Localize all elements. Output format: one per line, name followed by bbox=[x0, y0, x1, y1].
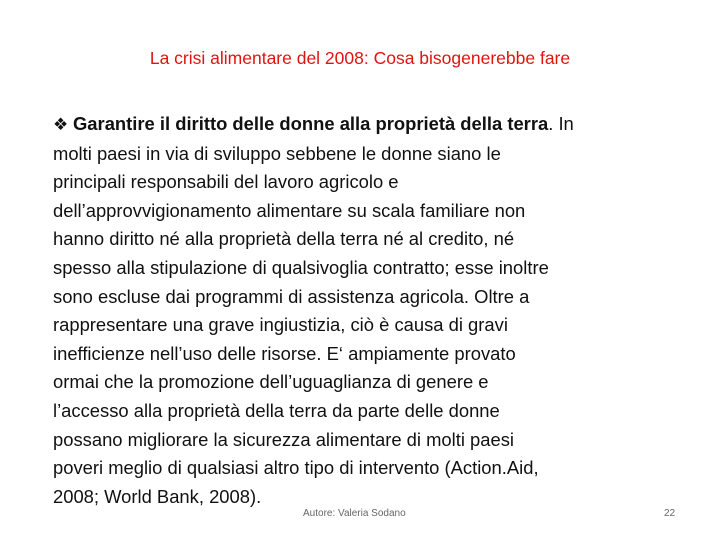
body-line: possano migliorare la sicurezza alimentare di molti paesi bbox=[53, 428, 514, 450]
footer-author: Autore: Valeria Sodano bbox=[303, 508, 406, 519]
body-line: poveri meglio di qualsiasi altro tipo di intervento (Action.Aid, bbox=[53, 457, 539, 479]
bullet-lead-punct: . In bbox=[548, 113, 574, 134]
body-line: molti paesi in via di sviluppo sebbene le donne siano le bbox=[53, 142, 501, 164]
first-line bbox=[53, 110, 673, 140]
slide-body bbox=[53, 110, 673, 511]
diamond-bullet-icon: ❖ bbox=[53, 115, 69, 134]
body-line: ormai che la promozione dell’uguaglianza di genere e bbox=[53, 371, 489, 393]
body-line: dell’approvvigionamento alimentare su scala familiare non bbox=[53, 199, 526, 221]
page-number: 22 bbox=[664, 508, 676, 519]
body-line: principali responsabili del lavoro agricolo e bbox=[53, 171, 399, 193]
body-line: rappresentare una grave ingiustizia, ciò è causa di gravi bbox=[53, 314, 508, 336]
body-line: l’accesso alla proprietà della terra da parte delle donne bbox=[53, 399, 500, 421]
body-line: spesso alla stipulazione di qualsivoglia contratto; esse inoltre bbox=[53, 256, 549, 278]
body-line: 2008; World Bank, 2008). bbox=[53, 485, 262, 507]
bullet-lead: Garantire il diritto delle donne alla proprietà della terra bbox=[73, 113, 549, 134]
body-line: hanno diritto né alla proprietà della terra né al credito, né bbox=[53, 228, 515, 250]
slide-title: La crisi alimentare del 2008: Cosa bisogenerebbe fare bbox=[149, 48, 571, 68]
body-line: sono escluse dai programmi di assistenza agricola. Oltre a bbox=[53, 285, 530, 307]
body-line: inefficienze nell’uso delle risorse. E‘ ampiamente provato bbox=[53, 342, 516, 364]
